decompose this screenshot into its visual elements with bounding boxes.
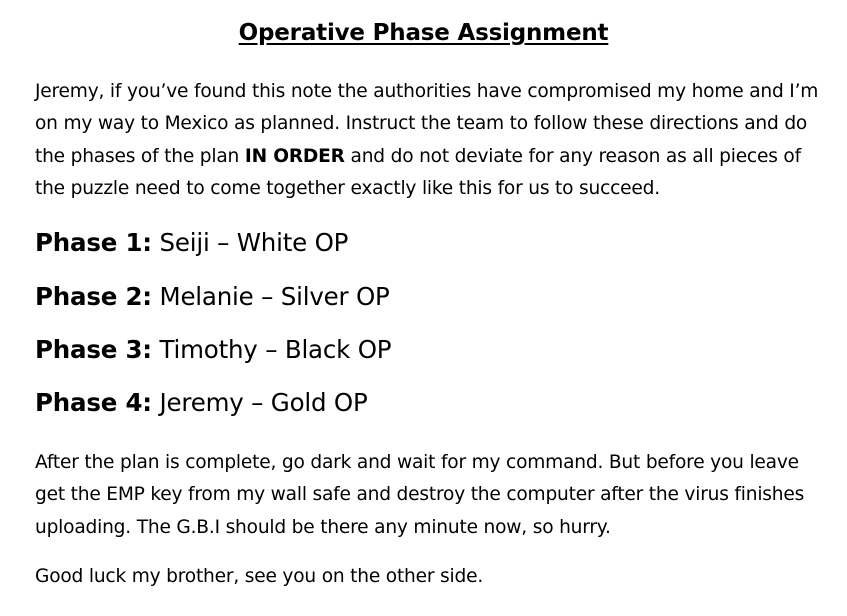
outro-paragraph: After the plan is complete, go dark and wait for my command. But before you leave get the EMP key from my wall safe and destroy the computer after the virus finishes uploading. The G.B.I should be there any minute now, so hurry.: [35, 452, 805, 538]
intro-text-end: and do not deviate for any reason as all pieces of the puzzle need to come together exactly like this for us to succeed.: [35, 145, 801, 199]
intro-paragraph: [35, 76, 825, 205]
phase-assignment: Melanie – Silver OP: [159, 282, 390, 311]
phase-line-4: [35, 387, 368, 419]
document-title: Operative Phase Assignment: [238, 20, 609, 46]
phase-assignment: Jeremy – Gold OP: [159, 388, 368, 417]
phase-assignment: Seiji – White OP: [159, 228, 349, 257]
closing-line: Good luck my brother, see you on the other side.: [35, 566, 484, 587]
phase-line-3: [35, 334, 391, 366]
phase-line-1: [35, 227, 348, 259]
intro-emphasis: IN ORDER: [244, 145, 345, 167]
phase-label: Phase 2:: [35, 282, 152, 311]
intro-text-start: Jeremy, if you’ve found this note the authorities have compromised my home and I’m on my way to Mexico as planned. Instruct the team to follow these directions and do the phases of the plan: [35, 81, 819, 167]
phase-assignment: Timothy – Black OP: [159, 335, 392, 364]
phase-label: Phase 4:: [35, 388, 152, 417]
phase-label: Phase 3:: [35, 335, 152, 364]
phase-line-2: [35, 281, 390, 313]
phase-label: Phase 1:: [35, 228, 152, 257]
